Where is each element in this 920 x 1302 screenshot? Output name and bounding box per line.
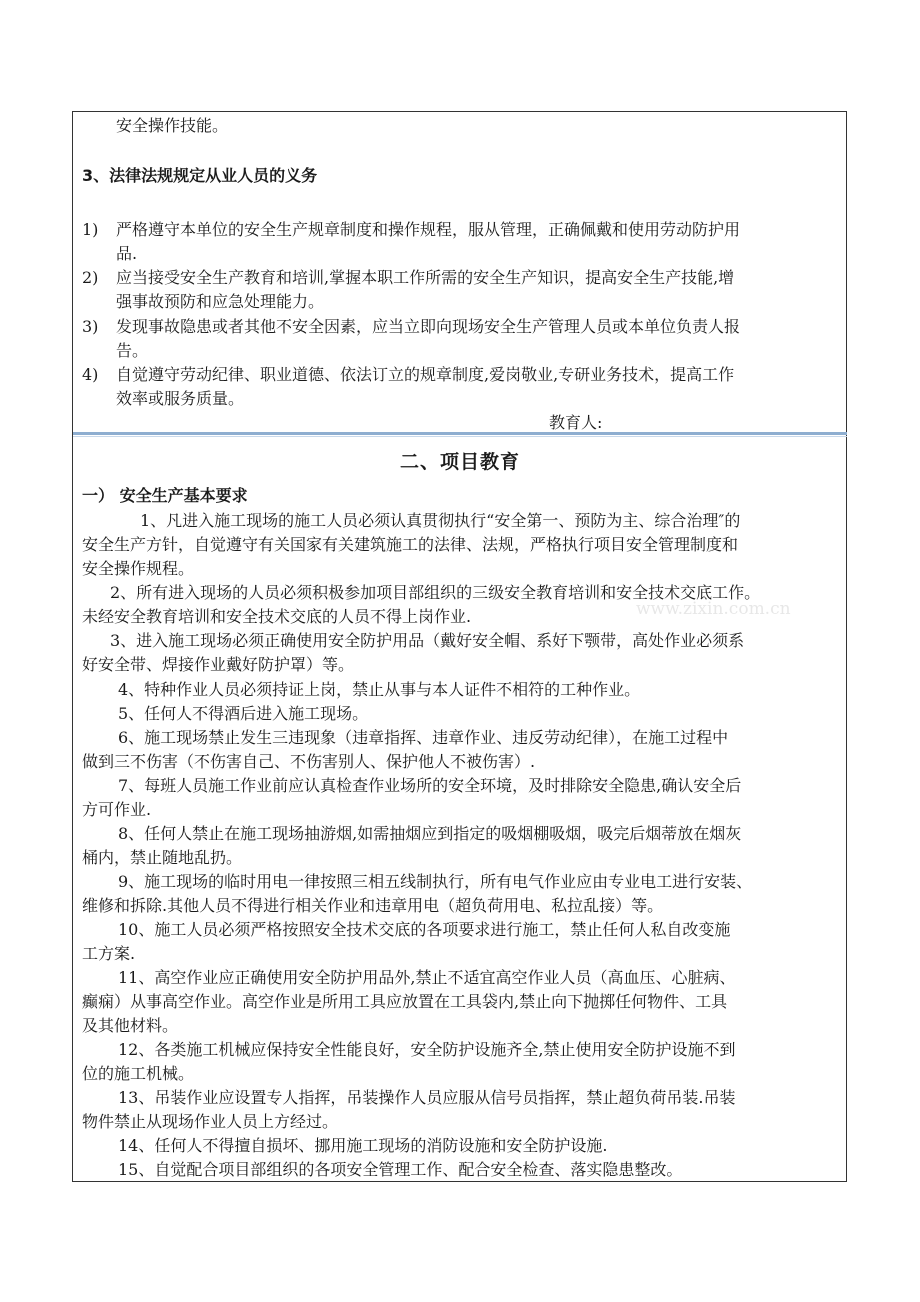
rule-line: 好安全带、焊接作业戴好防护罩）等。 (82, 655, 355, 674)
item-text: 强事故预防和应急处理能力。 (116, 292, 325, 311)
section-divider (73, 432, 847, 435)
continuation-text: 安全操作技能。 (116, 116, 229, 135)
item-number: 2) (82, 268, 99, 287)
rule-line: 维修和拆除.其他人员不得进行相关作业和违章用电（超负荷用电、私拉乱接）等。 (82, 896, 664, 915)
rule-line: 方可作业. (82, 800, 152, 819)
item-number: 3) (82, 317, 99, 336)
rule-line: 9、施工现场的临时用电一律按照三相五线制执行，所有电气作业应由专业电工进行安装、 (118, 872, 753, 891)
requirements-subheading: 一） 安全生产基本要求 (82, 486, 248, 505)
rule-line: 14、任何人不得擅自损坏、挪用施工现场的消防设施和安全防护设施. (118, 1136, 608, 1155)
item-number: 4) (82, 365, 99, 384)
item-text: 告。 (116, 341, 149, 360)
item-text: 自觉遵守劳动纪律、职业道德、依法订立的规章制度,爱岗敬业,专研业务技术，提高工作 (116, 365, 735, 384)
rule-line: 8、任何人禁止在施工现场抽游烟,如需抽烟应到指定的吸烟棚吸烟，吸完后烟蒂放在烟灰 (118, 824, 742, 843)
rule-line: 桶内，禁止随地乱扔。 (82, 848, 243, 867)
rule-line: 及其他材料。 (82, 1016, 179, 1035)
rule-line: 安全生产方针，自觉遵守有关国家有关建筑施工的法律、法规，严格执行项目安全管理制度和 (82, 535, 739, 554)
item-number: 1) (82, 220, 99, 239)
rule-line: 工方案. (82, 944, 136, 963)
watermark-text: www.zixin.com.cn (636, 599, 791, 619)
rule-line: 做到三不伤害（不伤害自己、不伤害别人、保护他人不被伤害）. (82, 752, 536, 771)
item-text: 严格遵守本单位的安全生产规章制度和操作规程，服从管理，正确佩戴和使用劳动防护用 (116, 220, 741, 239)
item-text: 效率或服务质量。 (116, 389, 245, 408)
section-divider-shadow (73, 436, 847, 437)
item-text: 发现事故隐患或者其他不安全因素，应当立即向现场安全生产管理人员或本单位负责人报 (116, 317, 741, 336)
rule-line: 未经安全教育培训和安全技术交底的人员不得上岗作业. (82, 607, 472, 626)
rule-line: 2、所有进入现场的人员必须积极参加项目部组织的三级安全教育培训和安全技术交底工作。 (110, 583, 761, 602)
rule-line: 15、自觉配合项目部组织的各项安全管理工作、配合安全检查、落实隐患整改。 (118, 1160, 683, 1179)
rule-line: 5、任何人不得酒后进入施工现场。 (118, 704, 369, 723)
rule-line: 4、特种作业人员必须持证上岗，禁止从事与本人证件不相符的工种作业。 (118, 680, 641, 699)
rule-line: 10、施工人员必须严格按照安全技术交底的各项要求进行施工，禁止任何人私自改变施 (118, 920, 731, 939)
obligations-heading: 3、法律法规规定从业人员的义务 (82, 166, 318, 185)
rule-line: 11、高空作业应正确使用安全防护用品外,禁止不适宜高空作业人员（高血压、心脏病、 (118, 968, 736, 987)
educator-label: 教育人: (549, 413, 603, 432)
rule-line: 6、施工现场禁止发生三违现象（违章指挥、违章作业、违反劳动纪律），在施工过程中 (118, 728, 729, 747)
rule-line: 癫痫）从事高空作业。高空作业是所用工具应放置在工具袋内,禁止向下抛掷任何物件、工具 (82, 992, 728, 1011)
item-text: 应当接受安全生产教育和培训,掌握本职工作所需的安全生产知识，提高安全生产技能,增 (116, 268, 735, 287)
rule-line: 物件禁止从现场作业人员上方经过。 (82, 1112, 339, 1131)
section-title: 二、项目教育 (399, 451, 520, 473)
rule-line: 3、进入施工现场必须正确使用安全防护用品（戴好安全帽、系好下颚带，高处作业必须系 (110, 631, 745, 650)
rule-line: 12、各类施工机械应保持安全性能良好，安全防护设施齐全,禁止使用安全防护设施不到 (118, 1040, 736, 1059)
rule-line: 位的施工机械。 (82, 1064, 195, 1083)
item-text: 品. (116, 244, 138, 263)
rule-line: 7、每班人员施工作业前应认真检查作业场所的安全环境，及时排除安全隐患,确认安全后 (118, 776, 742, 795)
rule-line: 安全操作规程。 (82, 559, 195, 578)
rule-line: 1、凡进入施工现场的施工人员必须认真贯彻执行“安全第一、预防为主、综合治理″的 (140, 511, 741, 530)
rule-line: 13、吊装作业应设置专人指挥，吊装操作人员应服从信号员指挥，禁止超负荷吊装.吊装 (118, 1088, 736, 1107)
